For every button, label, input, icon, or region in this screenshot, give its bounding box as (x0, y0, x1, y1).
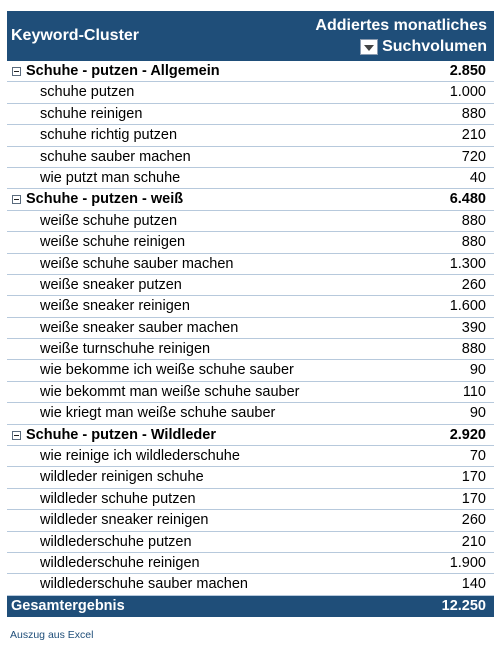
keyword-value: 1.600 (449, 298, 486, 315)
keyword-row (7, 82, 494, 103)
keyword-value: 70 (469, 448, 486, 465)
caption-note: Auszug aus Excel (10, 629, 94, 641)
collapse-minus-icon[interactable] (12, 67, 21, 76)
keyword-row (7, 574, 494, 595)
keyword-row (7, 104, 494, 125)
keyword-value: 140 (461, 576, 486, 593)
keyword-value: 720 (461, 148, 486, 165)
keyword-value: 90 (469, 405, 486, 422)
keyword-value: 880 (461, 212, 486, 229)
keyword-value: 880 (461, 234, 486, 251)
collapse-minus-icon[interactable] (12, 431, 21, 440)
header-search-volume-line1: Addiertes monatliches (315, 17, 487, 34)
keyword-label: wildleder sneaker reinigen (40, 512, 209, 529)
keyword-value: 260 (461, 512, 486, 529)
group-total: 2.850 (449, 63, 486, 79)
keyword-value: 1.300 (449, 255, 486, 272)
keyword-label: schuhe reinigen (40, 105, 143, 122)
keyword-value: 260 (461, 276, 486, 293)
keyword-label: weiße sneaker putzen (40, 276, 182, 293)
keyword-label: schuhe sauber machen (40, 148, 191, 165)
keyword-row (7, 382, 494, 403)
keyword-value: 170 (461, 469, 486, 486)
keyword-value: 210 (461, 127, 486, 144)
keyword-row (7, 446, 494, 467)
keyword-value: 40 (469, 169, 486, 186)
keyword-label: wildlederschuhe sauber machen (40, 576, 248, 593)
keyword-row (7, 275, 494, 296)
keyword-row (7, 403, 494, 424)
keyword-row (7, 489, 494, 510)
keyword-label: wildlederschuhe reinigen (40, 554, 200, 571)
keyword-row (7, 467, 494, 488)
keyword-label: wie bekommt man weiße schuhe sauber (40, 383, 300, 400)
keyword-row (7, 254, 494, 275)
keyword-value: 110 (462, 383, 486, 400)
collapse-minus-icon[interactable] (12, 195, 21, 204)
keyword-row (7, 296, 494, 317)
keyword-label: weiße schuhe sauber machen (40, 255, 234, 272)
keyword-value: 90 (469, 362, 486, 379)
keyword-value: 880 (461, 105, 486, 122)
table-header (7, 11, 494, 61)
keyword-row (7, 339, 494, 360)
header-search-volume (315, 15, 487, 57)
keyword-value: 1.900 (449, 554, 486, 571)
keyword-label: wie kriegt man weiße schuhe sauber (40, 405, 276, 422)
keyword-label: wildleder schuhe putzen (40, 490, 196, 507)
keyword-value: 170 (461, 490, 486, 507)
group-total: 2.920 (449, 426, 486, 443)
keyword-row (7, 532, 494, 553)
keyword-label: wildleder reinigen schuhe (40, 469, 204, 486)
keyword-row (7, 510, 494, 531)
group-row (7, 61, 494, 82)
keyword-row (7, 360, 494, 381)
keyword-value: 1.000 (449, 84, 486, 101)
grand-total-row (7, 596, 494, 617)
keyword-label: wie reinige ich wildlederschuhe (40, 448, 240, 465)
keyword-row (7, 125, 494, 146)
keyword-row (7, 553, 494, 574)
group-total: 6.480 (449, 191, 486, 208)
group-label: Schuhe - putzen - weiß (26, 191, 184, 208)
keyword-row (7, 168, 494, 189)
keyword-label: wie bekomme ich weiße schuhe sauber (40, 362, 294, 379)
keyword-label: schuhe putzen (40, 84, 135, 101)
table-body (7, 61, 494, 596)
keyword-row (7, 318, 494, 339)
pivot-table (7, 11, 494, 617)
keyword-label: weiße sneaker reinigen (40, 298, 190, 315)
keyword-label: weiße schuhe putzen (40, 212, 178, 229)
keyword-row (7, 232, 494, 253)
keyword-row (7, 211, 494, 232)
keyword-value: 880 (461, 341, 486, 358)
filter-dropdown-icon[interactable] (360, 39, 378, 55)
header-search-volume-line2-wrap (315, 36, 487, 57)
group-row (7, 425, 494, 446)
keyword-value: 390 (461, 319, 486, 336)
header-keyword-cluster: Keyword-Cluster (11, 27, 140, 44)
keyword-label: weiße schuhe reinigen (40, 234, 186, 251)
keyword-label: wildlederschuhe putzen (40, 533, 192, 550)
group-label: Schuhe - putzen - Allgemein (26, 63, 220, 79)
keyword-label: wie putzt man schuhe (40, 169, 181, 186)
grand-total-label: Gesamtergebnis (11, 597, 125, 614)
keyword-label: weiße turnschuhe reinigen (40, 341, 211, 358)
keyword-row (7, 147, 494, 168)
group-label: Schuhe - putzen - Wildleder (26, 426, 216, 443)
keyword-label: schuhe richtig putzen (40, 127, 178, 144)
keyword-value: 210 (461, 533, 486, 550)
group-row (7, 189, 494, 210)
header-search-volume-line2: Suchvolumen (382, 38, 487, 55)
keyword-label: weiße sneaker sauber machen (40, 319, 239, 336)
grand-total-value: 12.250 (441, 597, 486, 614)
